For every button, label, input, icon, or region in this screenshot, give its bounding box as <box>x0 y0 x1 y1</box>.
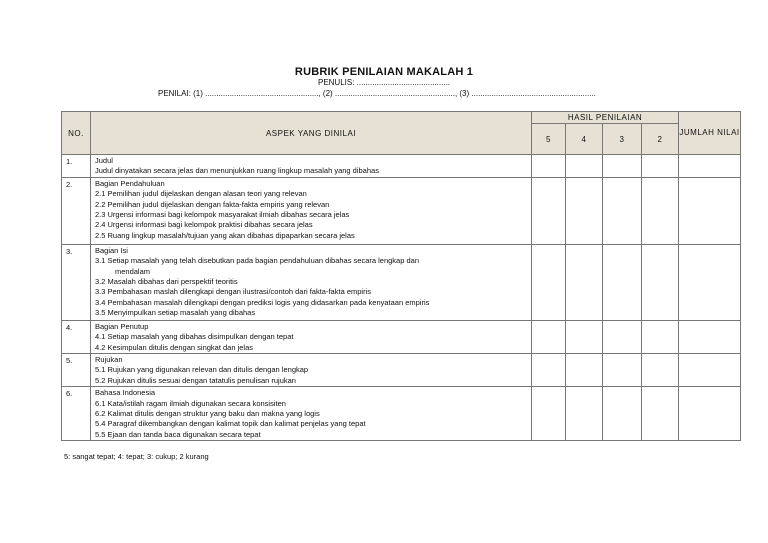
header-score-2: 2 <box>642 124 679 155</box>
penilai-line: PENILAI: (1) ..................................................., (2) ......................................................, (3) ........................................................ <box>158 89 596 98</box>
aspect-item: 5.4 Paragraf dikembangkan dengan kalimat topik dan kalimat penjelas yang tepat <box>95 419 366 429</box>
score-cell[interactable] <box>603 244 642 320</box>
score-cell[interactable] <box>566 354 603 387</box>
table-row <box>62 320 741 353</box>
aspect-heading: Bahasa Indonesia <box>95 388 156 398</box>
aspect-item: 2.1 Pemilihan judul dijelaskan dengan alasan teori yang relevan <box>95 189 307 199</box>
score-cell[interactable] <box>532 320 566 353</box>
total-cell[interactable] <box>679 387 741 441</box>
rubric-table <box>61 111 741 441</box>
row-number: 3. <box>62 244 91 320</box>
aspect-item: Judul dinyatakan secara jelas dan menunjukkan ruang lingkup masalah yang dibahas <box>95 166 379 176</box>
row-number: 6. <box>62 387 91 441</box>
score-cell[interactable] <box>642 244 679 320</box>
score-cell[interactable] <box>532 177 566 244</box>
aspect-item: 5.1 Rujukan yang digunakan relevan dan ditulis dengan lengkap <box>95 365 309 375</box>
score-cell[interactable] <box>603 387 642 441</box>
aspect-item: 4.2 Kesimpulan ditulis dengan singkat dan jelas <box>95 342 254 352</box>
aspect-item: 5.5 Ejaan dan tanda baca digunakan secara tepat <box>95 429 261 439</box>
aspect-item-continuation: mendalam <box>115 266 151 276</box>
score-cell[interactable] <box>566 244 603 320</box>
aspect-heading: Bagian Penutup <box>95 321 149 331</box>
row-number: 2. <box>62 177 91 244</box>
aspect-item: 2.5 Ruang lingkup masalah/tujuan yang akan dibahas dipaparkan secara jelas <box>95 230 355 240</box>
aspect-cell <box>91 244 532 320</box>
total-cell[interactable] <box>679 244 741 320</box>
aspect-cell <box>91 155 532 178</box>
score-cell[interactable] <box>603 354 642 387</box>
score-cell[interactable] <box>566 155 603 178</box>
score-cell[interactable] <box>566 177 603 244</box>
aspect-heading: Rujukan <box>95 355 123 365</box>
score-cell[interactable] <box>566 387 603 441</box>
header-aspek: ASPEK YANG DINILAI <box>91 112 532 155</box>
aspect-heading: Bagian Pendahuluan <box>95 178 165 188</box>
table-row <box>62 155 741 178</box>
score-cell[interactable] <box>642 320 679 353</box>
score-cell[interactable] <box>603 155 642 178</box>
aspect-heading: Bagian Isi <box>95 245 128 255</box>
header-score-3: 3 <box>603 124 642 155</box>
aspect-item: 2.3 Urgensi informasi bagi kelompok masyarakat ilmiah dibahas secara jelas <box>95 210 350 220</box>
aspect-heading: Judul <box>95 156 113 165</box>
table-row <box>62 244 741 320</box>
score-cell[interactable] <box>642 387 679 441</box>
total-cell[interactable] <box>679 155 741 178</box>
score-cell[interactable] <box>642 177 679 244</box>
header-score-5: 5 <box>532 124 566 155</box>
aspect-item: 3.3 Pembahasan maslah dilengkapi dengan ilustrasi/contoh dari fakta-fakta empiris <box>95 287 371 297</box>
aspect-cell <box>91 354 532 387</box>
score-legend: 5: sangat tepat; 4: tepat; 3: cukup; 2 kurang <box>64 452 209 461</box>
score-cell[interactable] <box>603 177 642 244</box>
table-row <box>62 387 741 441</box>
aspect-item: 3.1 Setiap masalah yang telah disebutkan pada bagian pendahuluan dibahas secara lengkap dan <box>95 256 420 266</box>
header-no: NO. <box>62 112 91 155</box>
aspect-item: 3.2 Masalah dibahas dari perspektif teoritis <box>95 277 238 287</box>
aspect-cell <box>91 320 532 353</box>
score-cell[interactable] <box>532 354 566 387</box>
aspect-item: 5.2 Rujukan ditulis sesuai dengan tatatulis penulisan rujukan <box>95 375 296 385</box>
aspect-item: 2.2 Pemilihan judul dijelaskan dengan fakta-fakta empiris yang relevan <box>95 199 330 209</box>
total-cell[interactable] <box>679 177 741 244</box>
row-number: 4. <box>62 320 91 353</box>
row-number: 5. <box>62 354 91 387</box>
score-cell[interactable] <box>532 155 566 178</box>
total-cell[interactable] <box>679 354 741 387</box>
penulis-line: PENULIS: .......................................... <box>317 78 451 87</box>
table-row <box>62 177 741 244</box>
aspect-item: 6.1 Kata/istilah ragam ilmiah digunakan secara konsisiten <box>95 398 286 408</box>
score-cell[interactable] <box>566 320 603 353</box>
score-cell[interactable] <box>642 155 679 178</box>
score-cell[interactable] <box>603 320 642 353</box>
table-row <box>62 354 741 387</box>
document-title: RUBRIK PENILAIAN MAKALAH 1 <box>294 66 474 78</box>
score-cell[interactable] <box>642 354 679 387</box>
header-hasil-penilaian: HASIL PENILAIAN <box>532 112 679 124</box>
aspect-item: 3.4 Pembahasan masalah dilengkapi dengan prediksi logis yang didasarkan pada kenyataan empiris <box>95 297 430 307</box>
row-number: 1. <box>62 155 91 178</box>
header-score-4: 4 <box>566 124 603 155</box>
aspect-item: 4.1 Setiap masalah yang dibahas disimpulkan dengan tepat <box>95 332 294 342</box>
aspect-item: 3.5 Menyimpulkan setiap masalah yang dibahas <box>95 308 256 318</box>
aspect-item: 6.2 Kalimat ditulis dengan struktur yang baku dan makna yang logis <box>95 409 320 419</box>
score-cell[interactable] <box>532 244 566 320</box>
aspect-item: 2.4 Urgensi informasi bagi kelompok praktisi dibahas secara jelas <box>95 220 313 230</box>
aspect-cell <box>91 387 532 441</box>
total-cell[interactable] <box>679 320 741 353</box>
score-cell[interactable] <box>532 387 566 441</box>
header-jumlah-nilai: JUMLAH NILAI <box>679 112 741 155</box>
aspect-cell <box>91 177 532 244</box>
